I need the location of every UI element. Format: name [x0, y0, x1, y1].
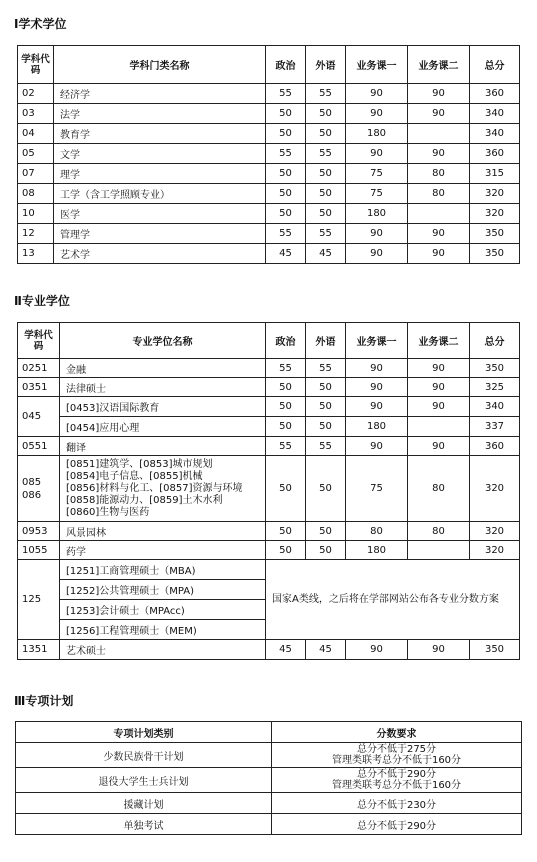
cell: 80 — [346, 522, 408, 541]
cell: 50 — [266, 397, 306, 417]
program-line: [0851]建筑学、[0853]城市规划 — [66, 458, 213, 470]
cell: [1253]会计硕士（MPAcc) — [60, 600, 266, 620]
table-row — [18, 522, 520, 541]
table-row — [18, 204, 520, 224]
cell: 艺术硕士 — [60, 640, 266, 660]
cell: 50 — [306, 522, 346, 541]
cell: 50 — [306, 541, 346, 560]
table-row — [18, 144, 520, 164]
table-row — [18, 359, 520, 378]
cell: 教育学 — [54, 124, 266, 144]
cell: 05 — [18, 144, 54, 164]
cell: 340 — [470, 124, 520, 144]
cell: 风景园林 — [60, 522, 266, 541]
cell: 90 — [408, 224, 470, 244]
cell: [1252]公共管理硕士（MPA) — [60, 580, 266, 600]
cell: 07 — [18, 164, 54, 184]
table-row — [16, 814, 522, 835]
academic-degree-table — [17, 45, 520, 264]
cell: 50 — [266, 124, 306, 144]
cell: 管理学 — [54, 224, 266, 244]
cell: 50 — [266, 104, 306, 124]
table-row — [16, 793, 522, 814]
table-row — [18, 244, 520, 264]
cell: 360 — [470, 144, 520, 164]
code-086: 086 — [22, 489, 42, 501]
cell: 50 — [306, 456, 346, 522]
cell: 75 — [346, 164, 408, 184]
cell: 325 — [470, 378, 520, 397]
header-politics: 政治 — [266, 46, 306, 84]
cell: 0551 — [18, 437, 60, 456]
cell: 90 — [346, 397, 408, 417]
cell: 320 — [470, 204, 520, 224]
cell: 337 — [470, 417, 520, 437]
special-plan-table — [15, 721, 522, 835]
cell: 350 — [470, 244, 520, 264]
header-course2: 业务课二 — [408, 323, 470, 359]
program-line: [0854]电子信息、[0855]机械 — [66, 470, 203, 482]
table-row — [18, 560, 520, 580]
cell: 法学 — [54, 104, 266, 124]
cell: 艺术学 — [54, 244, 266, 264]
cell: 50 — [306, 184, 346, 204]
table-header-row — [18, 46, 520, 84]
table-row — [18, 124, 520, 144]
cell: 50 — [266, 456, 306, 522]
cell: 翻译 — [60, 437, 266, 456]
section-title-academic: Ⅰ学术学位 — [14, 17, 67, 31]
header-total: 总分 — [470, 46, 520, 84]
cell: 50 — [266, 204, 306, 224]
cell: [1256]工程管理硕士（MEM) — [60, 620, 266, 640]
program-line: [0856]材料与化工、[0857]资源与环境 — [66, 482, 243, 494]
header-requirement: 分数要求 — [272, 722, 522, 743]
table-row — [18, 397, 520, 417]
cell: 180 — [346, 124, 408, 144]
cell: 90 — [346, 244, 408, 264]
cell: 55 — [306, 359, 346, 378]
cell: 50 — [306, 417, 346, 437]
table-row — [18, 378, 520, 397]
cell: 50 — [306, 204, 346, 224]
cell: 50 — [266, 184, 306, 204]
cell: 12 — [18, 224, 54, 244]
cell: 55 — [306, 144, 346, 164]
note-cell: 国家A类线，之后将在学部网站公布各专业分数方案 — [266, 560, 520, 640]
cell: 55 — [266, 144, 306, 164]
cell: 360 — [470, 84, 520, 104]
cell: 90 — [408, 359, 470, 378]
cell: 90 — [346, 84, 408, 104]
cell: 50 — [306, 378, 346, 397]
cell: 80 — [408, 164, 470, 184]
program-line: [0858]能源动力、[0859]土木水利 — [66, 494, 223, 506]
cell: 55 — [306, 84, 346, 104]
cell: 援藏计划 — [16, 793, 272, 814]
table-row — [16, 743, 522, 768]
header-name: 专业学位名称 — [60, 323, 266, 359]
cell: 55 — [266, 437, 306, 456]
cell: 55 — [266, 359, 306, 378]
header-code: 学科代码 — [18, 323, 60, 359]
section-title-professional: Ⅱ专业学位 — [14, 294, 70, 308]
cell: 90 — [408, 640, 470, 660]
cell: 50 — [266, 541, 306, 560]
cell: 1351 — [18, 640, 60, 660]
cell: 0251 — [18, 359, 60, 378]
cell: 80 — [408, 522, 470, 541]
cell: 90 — [408, 378, 470, 397]
cell: 50 — [266, 164, 306, 184]
table-row — [18, 640, 520, 660]
cell: 350 — [470, 640, 520, 660]
header-total: 总分 — [470, 323, 520, 359]
requirement-line: 管理类联考总分不低于160分 — [331, 755, 462, 766]
cell — [408, 204, 470, 224]
cell: 75 — [346, 184, 408, 204]
table-row — [18, 437, 520, 456]
table-row — [18, 417, 520, 437]
cell: 金融 — [60, 359, 266, 378]
cell: 45 — [266, 640, 306, 660]
cell: 55 — [266, 84, 306, 104]
cell: 总分不低于290分 — [272, 814, 522, 835]
cell: 02 — [18, 84, 54, 104]
cell: 10 — [18, 204, 54, 224]
cell: 360 — [470, 437, 520, 456]
cell: 350 — [470, 359, 520, 378]
cell: 80 — [408, 184, 470, 204]
cell: 180 — [346, 204, 408, 224]
cell: 90 — [408, 397, 470, 417]
table-header-row — [16, 722, 522, 743]
cell: [1251]工商管理硕士（MBA) — [60, 560, 266, 580]
table-header-row — [18, 323, 520, 359]
cell: 医学 — [54, 204, 266, 224]
cell: 315 — [470, 164, 520, 184]
cell: [0454]应用心理 — [60, 417, 266, 437]
cell: 50 — [266, 417, 306, 437]
cell: 90 — [346, 359, 408, 378]
cell: 90 — [408, 244, 470, 264]
cell: 单独考试 — [16, 814, 272, 835]
cell — [408, 541, 470, 560]
cell: 180 — [346, 417, 408, 437]
table-row — [18, 184, 520, 204]
cell: 03 — [18, 104, 54, 124]
cell: 340 — [470, 397, 520, 417]
cell: 90 — [408, 84, 470, 104]
cell: 045 — [18, 397, 60, 437]
cell: 文学 — [54, 144, 266, 164]
cell: 90 — [346, 144, 408, 164]
requirement-line: 总分不低于275分 — [356, 744, 437, 755]
cell: 0953 — [18, 522, 60, 541]
table-row — [18, 84, 520, 104]
cell: 药学 — [60, 541, 266, 560]
cell: 320 — [470, 184, 520, 204]
cell: 退役大学生士兵计划 — [16, 768, 272, 793]
cell: 125 — [18, 560, 60, 640]
cell: 90 — [408, 104, 470, 124]
cell — [408, 417, 470, 437]
cell — [272, 768, 522, 793]
cell: 90 — [346, 224, 408, 244]
cell: 50 — [306, 164, 346, 184]
cell: 工学（含工学照顾专业） — [54, 184, 266, 204]
cell: 经济学 — [54, 84, 266, 104]
header-course1: 业务课一 — [346, 46, 408, 84]
cell: 13 — [18, 244, 54, 264]
cell: 340 — [470, 104, 520, 124]
header-code: 学科代码 — [18, 46, 54, 84]
cell: 50 — [306, 124, 346, 144]
cell: 320 — [470, 541, 520, 560]
cell — [272, 743, 522, 768]
cell: 45 — [306, 244, 346, 264]
cell: 90 — [346, 104, 408, 124]
cell: 90 — [408, 144, 470, 164]
requirement-line: 总分不低于290分 — [356, 769, 437, 780]
cell: 1055 — [18, 541, 60, 560]
cell: 少数民族骨干计划 — [16, 743, 272, 768]
table-row — [18, 541, 520, 560]
header-language: 外语 — [306, 323, 346, 359]
cell: 04 — [18, 124, 54, 144]
cell: 理学 — [54, 164, 266, 184]
cell: 180 — [346, 541, 408, 560]
professional-degree-table — [17, 322, 520, 660]
cell: 50 — [266, 378, 306, 397]
cell: 55 — [266, 224, 306, 244]
cell: 50 — [306, 397, 346, 417]
header-category: 专项计划类别 — [16, 722, 272, 743]
cell: 75 — [346, 456, 408, 522]
cell: 90 — [346, 437, 408, 456]
cell: 55 — [306, 224, 346, 244]
cell: 350 — [470, 224, 520, 244]
cell: 90 — [346, 378, 408, 397]
cell: 法律硕士 — [60, 378, 266, 397]
section-title-special: Ⅲ专项计划 — [14, 694, 74, 708]
cell: 90 — [346, 640, 408, 660]
cell: 0351 — [18, 378, 60, 397]
header-politics: 政治 — [266, 323, 306, 359]
header-course2: 业务课二 — [408, 46, 470, 84]
header-course1: 业务课一 — [346, 323, 408, 359]
cell: 55 — [306, 437, 346, 456]
cell: 08 — [18, 184, 54, 204]
header-name: 学科门类名称 — [54, 46, 266, 84]
table-row — [18, 224, 520, 244]
cell: 总分不低于230分 — [272, 793, 522, 814]
cell: 80 — [408, 456, 470, 522]
cell: [0453]汉语国际教育 — [60, 397, 266, 417]
code-085: 085 — [22, 476, 42, 488]
cell — [408, 124, 470, 144]
cell: 50 — [306, 104, 346, 124]
cell: 320 — [470, 456, 520, 522]
cell: 45 — [266, 244, 306, 264]
cell: 45 — [306, 640, 346, 660]
cell: 90 — [408, 437, 470, 456]
cell: 50 — [266, 522, 306, 541]
table-row — [18, 164, 520, 184]
table-row — [18, 456, 520, 522]
table-row — [18, 104, 520, 124]
table-row — [16, 768, 522, 793]
header-language: 外语 — [306, 46, 346, 84]
requirement-line: 管理类联考总分不低于160分 — [331, 780, 462, 791]
cell: 320 — [470, 522, 520, 541]
program-line: [0860]生物与医药 — [66, 506, 150, 518]
cell — [18, 456, 60, 522]
cell — [60, 456, 266, 522]
